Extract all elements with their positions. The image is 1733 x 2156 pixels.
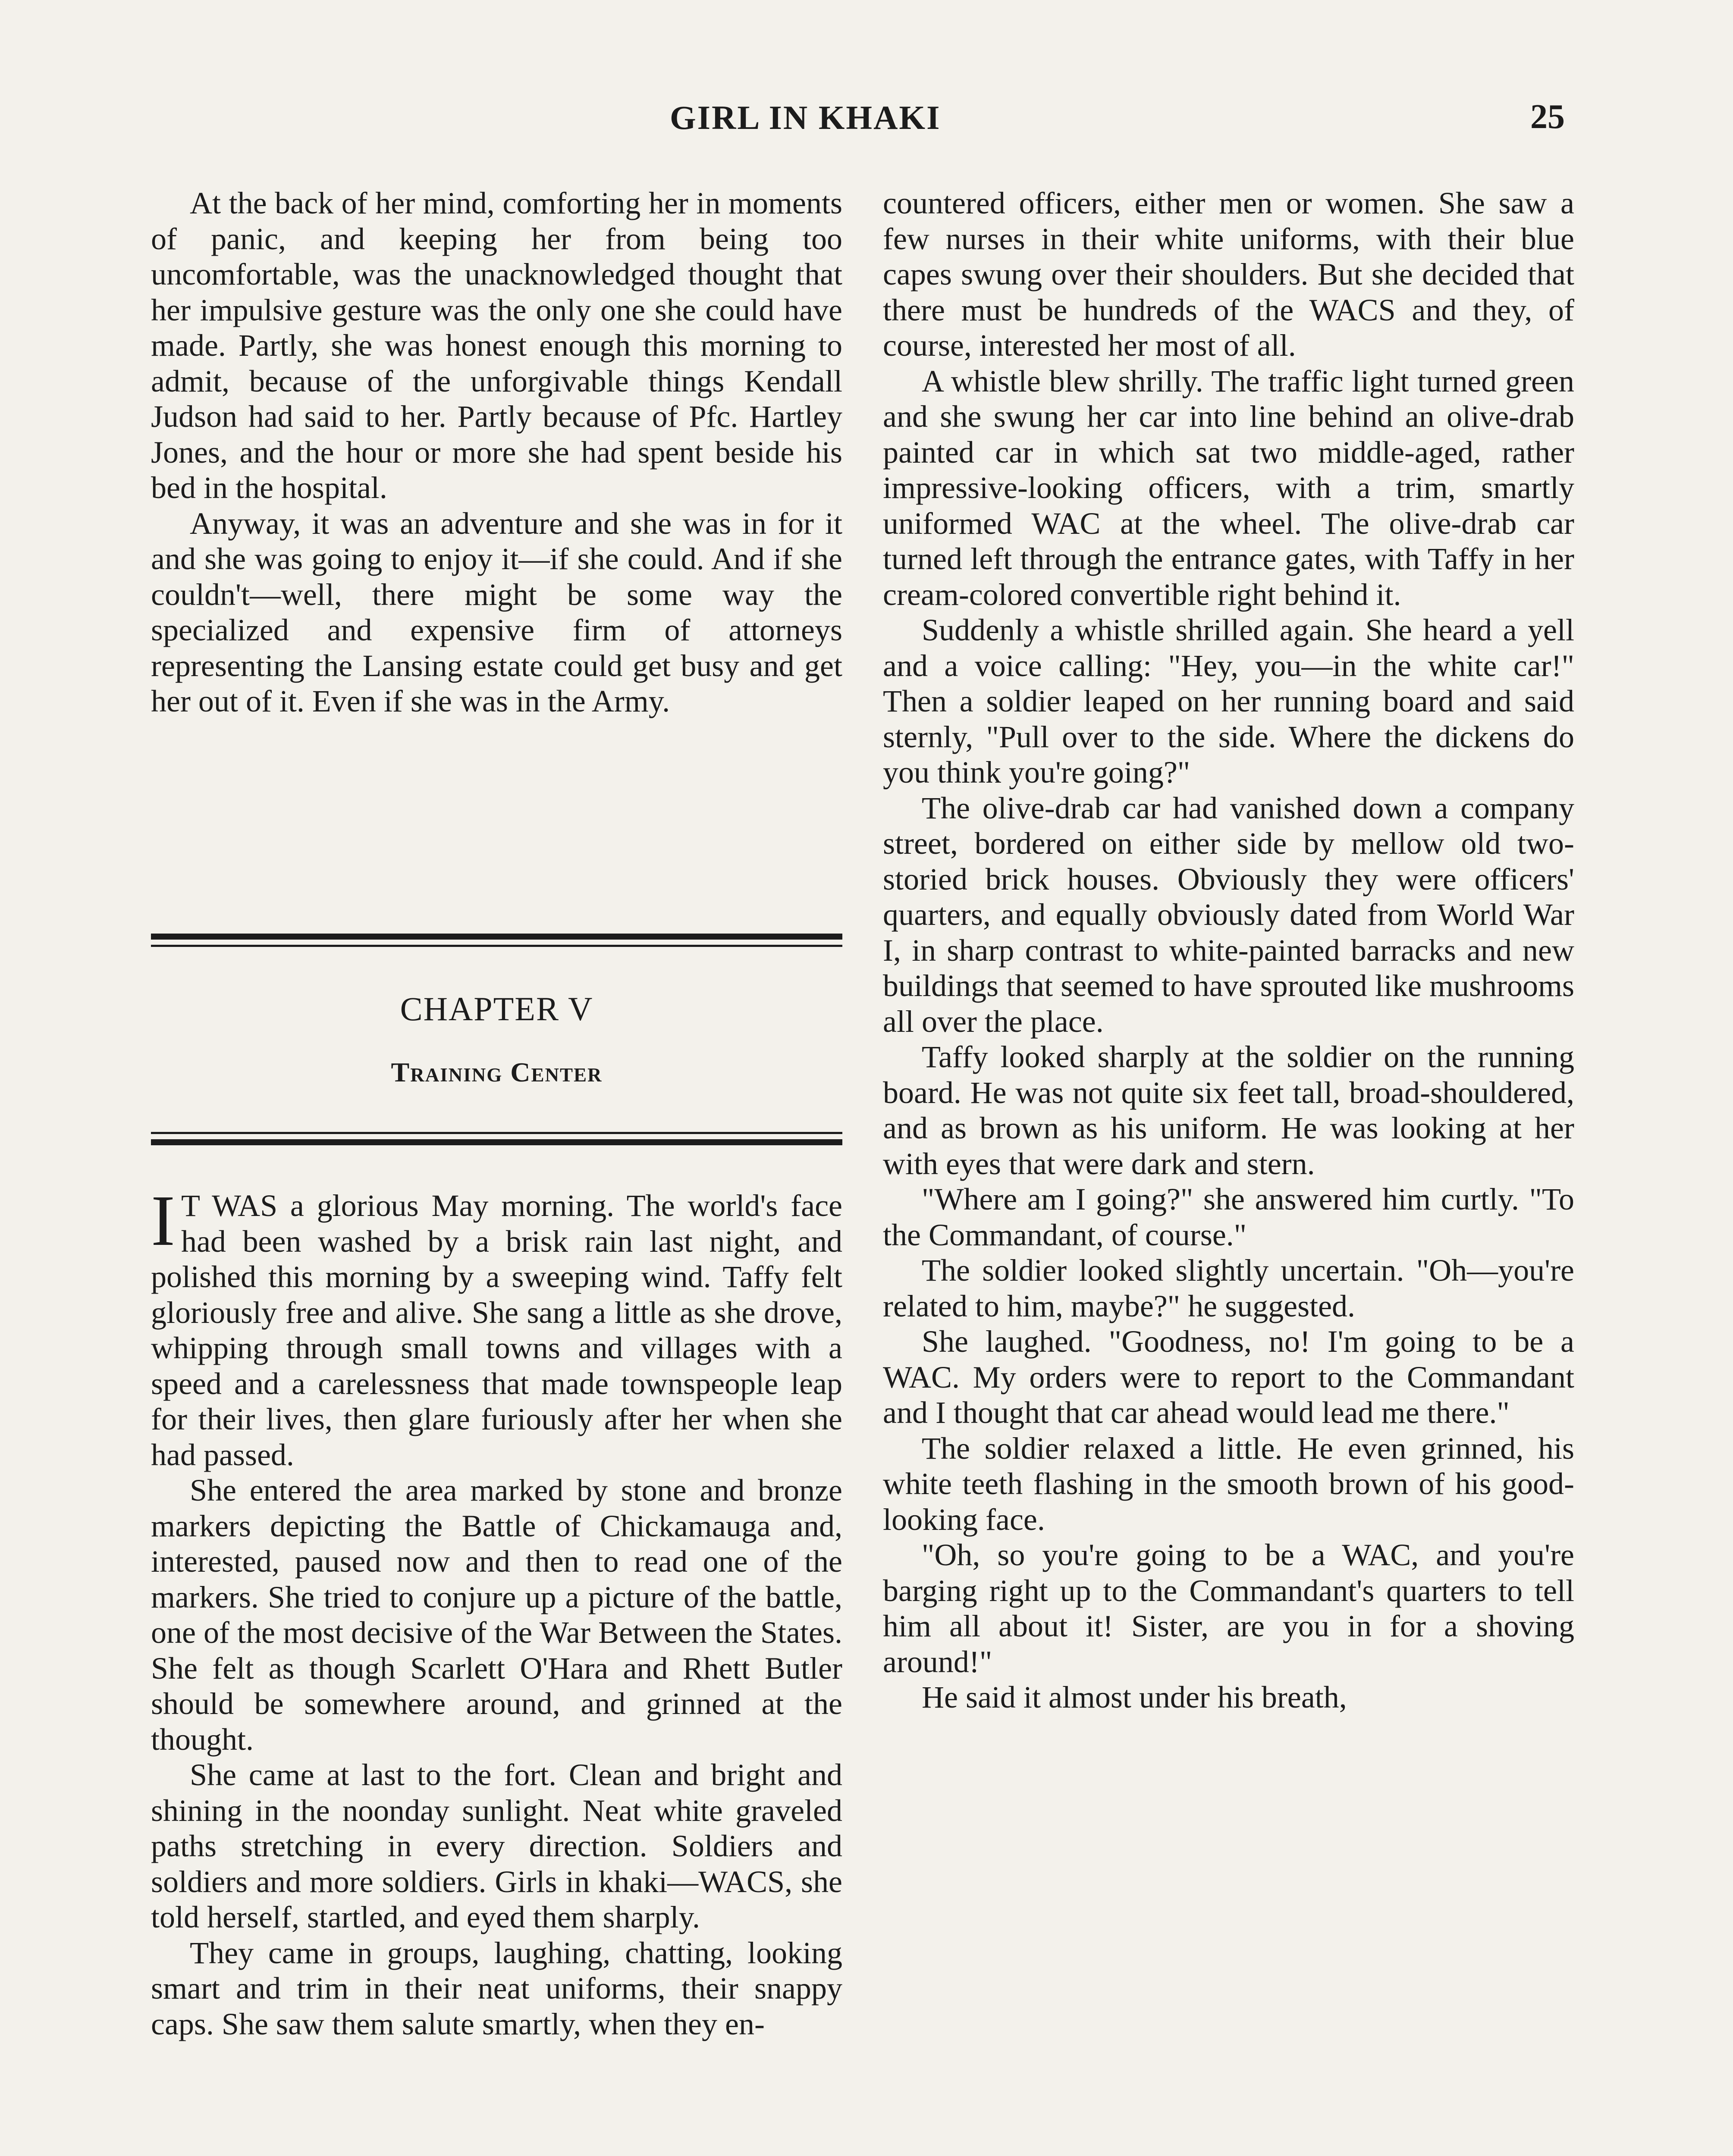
paragraph: They came in groups, laughing, chatting, looking smart and trim in their neat uniforms, their snappy caps. She saw them salute smartly, when they en- <box>151 1935 842 2041</box>
paragraph: Suddenly a whistle shrilled again. She heard a yell and a voice calling: "Hey, you—in the white car!" Then a soldier leaped on her running board and said sternly, "Pull over to the side. Where the dickens do you think you're going?" <box>883 613 1574 790</box>
page-number: 25 <box>1530 98 1565 136</box>
thick-rule <box>151 934 842 940</box>
running-head: GIRL IN KHAKI <box>670 99 941 136</box>
paragraph: At the back of her mind, comforting her in moments of panic, and keeping her from being too uncomfortable, was the unacknowledged thought that her impulsive gesture was the only one she could have made. Partly, she was honest enough this morning to admit, because of the unforgivable things Kendall Judson had said to her. Partly because of Pfc. Hartley Jones, and the hour or more she had spent beside his bed in the hospital. <box>151 186 842 505</box>
paragraph: He said it almost under his breath, <box>922 1680 1347 1714</box>
paragraph: The olive-drab car had vanished down a company street, bordered on either side by mellow old two-storied brick houses. Obviously they were officers' quarters, and equally obviously dated from World War I, in sharp contrast to white-painted barracks and new buildings that seemed to have sprouted like mushrooms all over the place. <box>883 790 1574 1039</box>
drop-cap: I <box>151 1181 175 1261</box>
chapter-body <box>151 1181 842 2042</box>
thick-rule <box>151 1139 842 1145</box>
chapter-subtitle: Training Center <box>391 1057 603 1087</box>
paragraph: Anyway, it was an adventure and she was in for it and she was going to enjoy it—if she could. And if she couldn't—well, there might be some way the specialized and expensive firm of attorneys representing the Lansing estate could get busy and get her out of it. Even if she was in the Army. <box>151 506 842 718</box>
continued-paragraph: countered officers, either men or women. She saw a few nurses in their white uniforms, with their blue capes swung over their shoulders. But she decided that there must be hundreds of the WACS and they, of course, interested her most of all. <box>883 186 1574 363</box>
chapter-title: CHAPTER V <box>400 990 593 1028</box>
paragraph: She entered the area marked by stone and bronze markers depicting the Battle of Chickamauga and, interested, paused now and then to read one of the markers. She tried to conjure up a picture of the battle, one of the most decisive of the War Between the States. She felt as though Scarlett O'Hara and Rhett Butler should be somewhere around, and grinned at the thought. <box>151 1473 842 1757</box>
thin-rule <box>151 945 842 947</box>
left-column <box>151 185 842 719</box>
opening-text: T WAS a glorious May morning. The world's face had been washed by a brisk rain last night, and polished this morning by a sweeping wind. Taffy felt gloriously free and alive. She sang a little as she drove, whipping through small towns and villages with a speed and a carelessness that made townspeople leap for their lives, then glare furiously after her when she had passed. <box>151 1188 842 1472</box>
paragraph: The soldier relaxed a little. He even grinned, his white teeth flashing in the smooth brown of his good-looking face. <box>883 1431 1574 1537</box>
chapter-bottom-rule <box>151 1132 842 1145</box>
right-column <box>883 185 1574 1715</box>
paragraph: "Where am I going?" she answered him curtly. "To the Commandant, of course." <box>883 1182 1574 1252</box>
paragraph: "Oh, so you're going to be a WAC, and you're barging right up to the Commandant's quarters to tell him all about it! Sister, are you in for a shoving around!" <box>883 1538 1574 1679</box>
paragraph: A whistle blew shrilly. The traffic light turned green and she swung her car into line behind an olive-drab painted car in which sat two middle-aged, rather impressive-looking officers, with a trim, smartly uniformed WAC at the wheel. The olive-drab car turned left through the entrance gates, with Taffy in her cream-colored convertible right behind it. <box>883 364 1574 612</box>
chapter-opening-paragraph <box>151 1181 842 1473</box>
paragraph: She laughed. "Goodness, no! I'm going to be a WAC. My orders were to report to the Commandant and I thought that car ahead would lead me there." <box>883 1324 1574 1430</box>
chapter-top-rule <box>151 934 842 947</box>
thin-rule <box>151 1132 842 1134</box>
paragraph: Taffy looked sharply at the soldier on the running board. He was not quite six feet tall, broad-shouldered, and as brown as his uniform. He was looking at her with eyes that were dark and stern. <box>883 1040 1574 1181</box>
paragraph: She came at last to the fort. Clean and bright and shining in the noonday sunlight. Neat white graveled paths stretching in every direction. Soldiers and soldiers and more soldiers. Girls in khaki—WACS, she told herself, startled, and eyed them sharply. <box>151 1758 842 1934</box>
paragraph: The soldier looked slightly uncertain. "Oh—you're related to him, maybe?" he suggested. <box>883 1253 1574 1323</box>
